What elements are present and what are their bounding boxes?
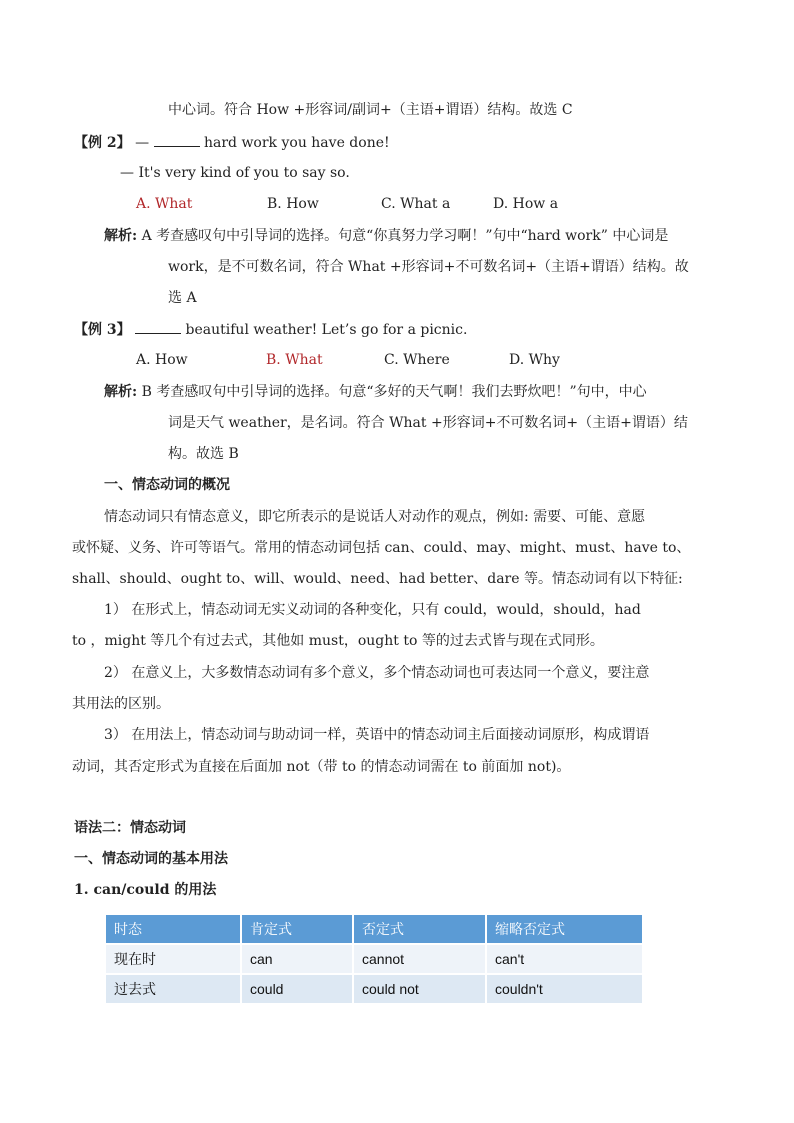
- example-2-analysis-line3: 选 A: [168, 290, 197, 306]
- example-2-option-d: D. How a: [493, 196, 559, 212]
- can-could-table: [106, 915, 642, 1003]
- point-2-line2: 其用法的区别。: [72, 696, 170, 712]
- table-cell: could: [241, 974, 353, 1003]
- example-2-analysis: [104, 226, 668, 246]
- example-3-question: [74, 319, 467, 340]
- answer-blank: [154, 132, 200, 147]
- analysis-label: 解析:: [104, 228, 138, 244]
- example-3-analysis-line2: 词是天气 weather，是名词。符合 What +形容词+不可数名词+（主语+谓语）结: [168, 415, 688, 431]
- section-heading: 一、情态动词的概况: [104, 477, 230, 493]
- table-cell: couldn't: [486, 974, 642, 1003]
- example-2-reply: — It's very kind of you to say so.: [120, 165, 350, 181]
- example-3-option-a: A. How: [136, 352, 188, 368]
- example-3-option-b: B. What: [266, 352, 323, 368]
- grammar-heading: 语法二：情态动词: [74, 820, 186, 836]
- example-2-question: [74, 132, 390, 153]
- point-text: 在用法上，情态动词与助动词一样，英语中的情态动词主后面接动词原形，构成谓语: [131, 727, 650, 743]
- point-3-line2: 动词，其否定形式为直接在后面加 not（带 to 的情态动词需在 to 前面加 not)。: [72, 759, 571, 775]
- example-2-analysis-line2: work，是不可数名词，符合 What +形容词+不可数名词+（主语+谓语）结构。故: [168, 259, 689, 275]
- example-3-analysis-line3: 构。故选 B: [168, 446, 239, 462]
- table-cell: 现在时: [106, 944, 241, 974]
- example-2-dash: —: [135, 135, 150, 151]
- table-row: [106, 974, 642, 1003]
- point-number: 3）: [104, 727, 127, 743]
- example-3-tag: 【例 3】: [74, 322, 131, 338]
- point-number: 1）: [104, 602, 127, 618]
- example-2-text: hard work you have done!: [203, 135, 390, 151]
- table-header-row: [106, 915, 642, 944]
- point-2: [104, 663, 649, 683]
- point-text: 在意义上，大多数情态动词有多个意义，多个情态动词也可表达同一个意义，要注意: [131, 665, 650, 681]
- analysis-text: A 考查感叹句中引导词的选择。句意“你真努力学习啊！”句中“hard work” 中心词是: [141, 228, 669, 244]
- answer-blank: [135, 319, 181, 334]
- point-1-line2: to ，might 等几个有过去式，其他如 must，ought to 等的过去式皆与现在式同形。: [72, 633, 604, 649]
- point-1: [104, 600, 641, 620]
- table-cell: 过去式: [106, 974, 241, 1003]
- table-row: [106, 944, 642, 974]
- paragraph-line: shall、should、ought to、will、would、need、had better、dare 等。情态动词有以下特征:: [72, 571, 683, 587]
- table-header-tense: 时态: [106, 915, 241, 944]
- table-cell: can't: [486, 944, 642, 974]
- example-3-text: beautiful weather! Let’s go for a picnic.: [185, 322, 468, 338]
- example-3-analysis: [104, 382, 647, 402]
- table-header-contracted: 缩略否定式: [486, 915, 642, 944]
- paragraph-line: 情态动词只有情态意义，即它所表示的是说话人对动作的观点，例如: 需要、可能、意愿: [104, 509, 646, 525]
- table-header-negative: 否定式: [353, 915, 486, 944]
- example-2-option-a: A. What: [136, 196, 193, 212]
- point-number: 2）: [104, 665, 127, 681]
- example-2-tag: 【例 2】: [74, 135, 131, 151]
- paragraph-line: 或怀疑、义务、许可等语气。常用的情态动词包括 can、could、may、might、must、have to、: [72, 540, 691, 556]
- example-2-option-c: C. What a: [381, 196, 451, 212]
- table-header-affirmative: 肯定式: [241, 915, 353, 944]
- example-2-option-b: B. How: [267, 196, 319, 212]
- can-could-heading: 1. can/could 的用法: [74, 882, 217, 898]
- example-3-option-c: C. Where: [384, 352, 450, 368]
- basic-usage-heading: 一、情态动词的基本用法: [74, 851, 228, 867]
- intro-line: 中心词。符合 How +形容词/副词+（主语+谓语）结构。故选 C: [168, 102, 573, 118]
- table-cell: can: [241, 944, 353, 974]
- point-3: [104, 725, 649, 745]
- table-cell: cannot: [353, 944, 486, 974]
- example-3-option-d: D. Why: [509, 352, 560, 368]
- table-cell: could not: [353, 974, 486, 1003]
- point-text: 在形式上，情态动词无实义动词的各种变化，只有 could，would，should，had: [131, 602, 641, 618]
- analysis-text: B 考查感叹句中引导词的选择。句意“多好的天气啊！我们去野炊吧！”句中，中心: [141, 384, 647, 400]
- analysis-label: 解析:: [104, 384, 138, 400]
